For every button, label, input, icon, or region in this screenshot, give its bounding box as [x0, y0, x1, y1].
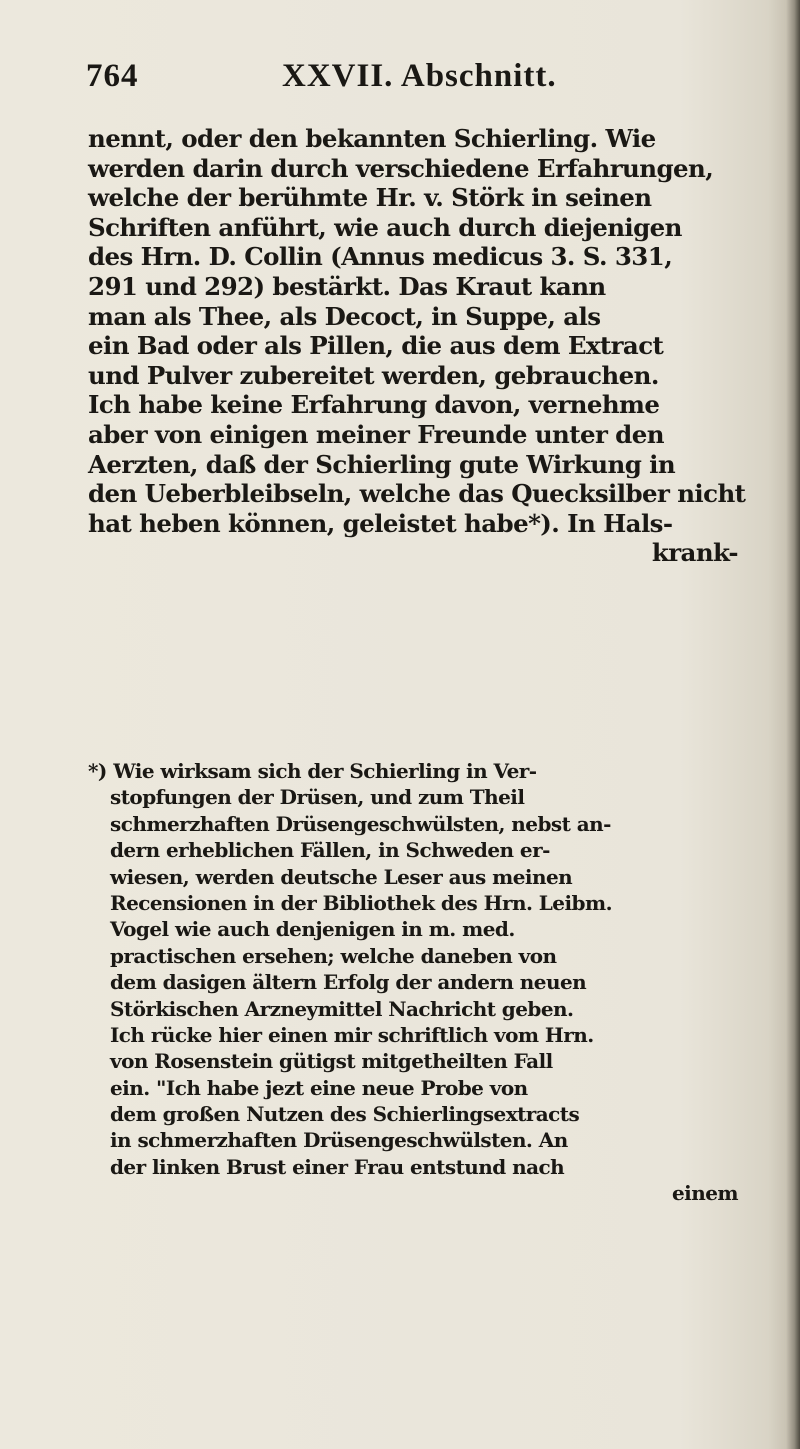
footnote-line: Ich rücke hier einen mir schriftlich vom Hrn.: [110, 1022, 594, 1047]
footnote-line: schmerzhaften Drüsengeschwülsten, nebst an-: [110, 811, 611, 836]
text-line: Schriften anführt, wie auch durch diejenigen: [88, 212, 682, 242]
text-line: aber von einigen meiner Freunde unter den: [88, 419, 664, 449]
footnote-line: dem großen Nutzen des Schierlingsextracts: [110, 1102, 580, 1127]
catchword: einem: [671, 1181, 738, 1206]
footnote-line: dern erheblichen Fällen, in Schweden er-: [110, 838, 550, 863]
text-line: Aerzten, daß der Schierling gute Wirkung in: [88, 449, 676, 479]
footnote-line: wiesen, werden deutsche Leser aus meinen: [110, 864, 573, 889]
text-line: man als Thee, als Decoct, in Suppe, als: [88, 301, 601, 331]
text-line: welche der berühmte Hr. v. Störk in seinen: [88, 183, 652, 213]
running-header: [86, 58, 606, 108]
catchword: krank-: [651, 538, 738, 568]
footnote-line: von Rosenstein gütigst mitgetheilten Fall: [110, 1049, 553, 1074]
footnote-line: Störkischen Arzneymittel Nachricht geben.: [110, 996, 574, 1021]
text-line: 291 und 292) bestärkt. Das Kraut kann: [88, 271, 606, 301]
text-line: des Hrn. D. Collin (Annus medicus 3. S. 331,: [88, 242, 673, 272]
footnote-line: *) Wie wirksam sich der Schierling in Ver-: [88, 759, 537, 783]
footnote-line: stopfungen der Drüsen, und zum Theil: [110, 785, 525, 810]
text-line: hat heben können, geleistet habe*). In Hals-: [88, 508, 673, 538]
main-text: [88, 124, 768, 568]
footnote-line: Vogel wie auch denjenigen in m. med.: [110, 917, 515, 942]
footnote-line: ein. "Ich habe jezt eine neue Probe von: [110, 1075, 528, 1100]
footnote-line: practischen ersehen; welche daneben von: [110, 943, 557, 968]
section-title: XXVII. Abschnitt.: [282, 58, 557, 94]
page-gutter-shadow: [786, 0, 800, 1449]
text-line: Ich habe keine Erfahrung davon, vernehme: [88, 390, 660, 420]
footnote-line: Recensionen in der Bibliothek des Hrn. Leibm.: [110, 890, 612, 915]
text-line: und Pulver zubereitet werden, gebrauchen.: [88, 360, 659, 390]
text-line: den Ueberbleibseln, welche das Quecksilber nicht: [88, 479, 746, 509]
text-line: nennt, oder den bekannten Schierling. Wie: [88, 124, 656, 153]
footnote: [88, 758, 768, 1207]
footnote-line: in schmerzhaften Drüsengeschwülsten. An: [110, 1128, 568, 1153]
page-number: 764: [86, 58, 139, 94]
footnote-line: dem dasigen ältern Erfolg der andern neuen: [110, 970, 587, 995]
text-line: werden darin durch verschiedene Erfahrungen,: [88, 153, 714, 183]
text-line: ein Bad oder als Pillen, die aus dem Extract: [88, 331, 664, 361]
footnote-line: der linken Brust einer Frau entstund nach: [110, 1154, 565, 1179]
